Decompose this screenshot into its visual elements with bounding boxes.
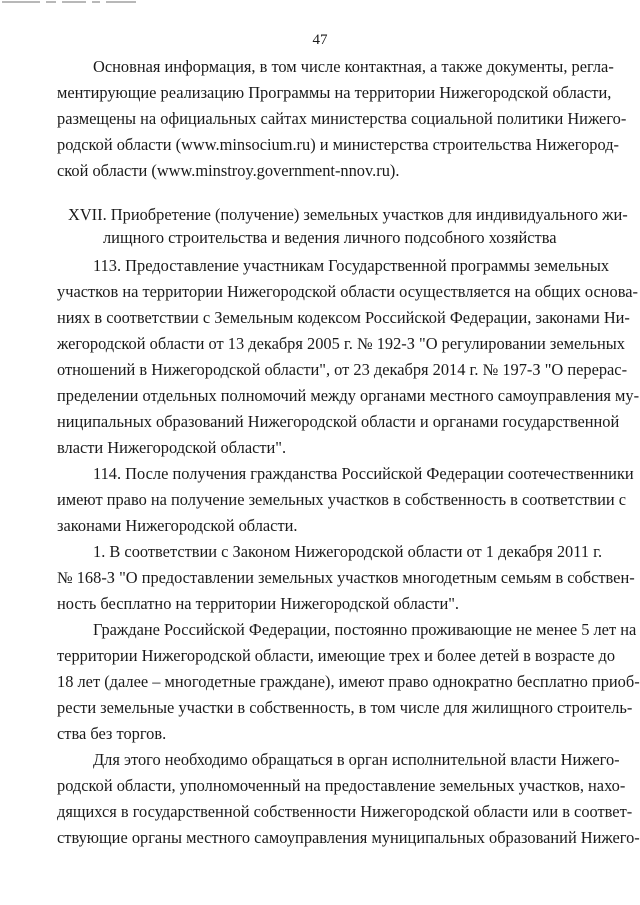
- text-line: размещены на официальных сайтах министерства социальной политики Нижего-: [57, 109, 627, 128]
- text-line: 114. После получения гражданства Российской Федерации соотечественники: [93, 464, 634, 483]
- text-line: ниципальных образований Нижегородской области и органами государственной: [57, 412, 620, 431]
- text-line: 1. В соответствии с Законом Нижегородской области от 1 декабря 2011 г.: [93, 542, 603, 561]
- text-line: Граждане Российской Федерации, постоянно проживающие не менее 5 лет на: [93, 620, 637, 639]
- text-line: 113. Предоставление участникам Государственной программы земельных: [93, 256, 610, 275]
- scan-edge-marks: [0, 0, 150, 5]
- text-line: ства без торгов.: [57, 724, 167, 743]
- text-line: родской области (www.minsocium.ru) и министерства строительства Нижегород-: [57, 135, 620, 154]
- text-line: родской области, уполномоченный на предоставление земельных участков, нахо-: [57, 776, 626, 795]
- text-line: имеют право на получение земельных участков в собственность в соответствии с: [57, 490, 626, 509]
- text-line: Для этого необходимо обращаться в орган исполнительной власти Нижего-: [93, 750, 620, 769]
- page-number: 47: [312, 32, 328, 48]
- heading-line: XVII. Приобретение (получение) земельных участков для индивидуального жи-: [68, 205, 628, 224]
- text-line: рести земельные участки в собственность, в том числе для жилищного строитель-: [57, 698, 633, 717]
- text-line: дящихся в государственной собственности Нижегородской области или в соответ-: [57, 802, 633, 821]
- text-line: территории Нижегородской области, имеющие трех и более детей в возрасте до: [57, 646, 616, 665]
- text-line: ствующие органы местного самоуправления муниципальных образований Нижего-: [57, 828, 640, 847]
- text-line: № 168-З "О предоставлении земельных участков многодетным семьям в собствен-: [57, 568, 635, 587]
- text-line: пределении отдельных полномочий между органами местного самоуправления му-: [57, 386, 640, 405]
- text-line: жегородской области от 13 декабря 2005 г. № 192-З "О регулировании земельных: [57, 334, 625, 353]
- text-line: ской области (www.minstroy.government-nnov.ru).: [57, 161, 400, 180]
- text-line: 18 лет (далее – многодетные граждане), имеют право однократно бесплатно приоб-: [57, 672, 640, 691]
- heading-line: лищного строительства и ведения личного подсобного хозяйства: [103, 228, 557, 247]
- text-line: ментирующие реализацию Программы на территории Нижегородской области,: [57, 83, 612, 102]
- text-line: ность бесплатно на территории Нижегородской области".: [57, 594, 460, 613]
- text-line: власти Нижегородской области".: [57, 438, 287, 457]
- text-line: ниях в соответствии с Земельным кодексом Российской Федерации, законами Ни-: [57, 308, 630, 327]
- text-line: отношений в Нижегородской области", от 23 декабря 2014 г. № 197-З "О перерас-: [57, 360, 628, 379]
- text-line: законами Нижегородской области.: [57, 516, 298, 535]
- text-line: участков на территории Нижегородской области осуществляется на общих основа-: [57, 282, 639, 301]
- text-line: Основная информация, в том числе контактная, а также документы, регла-: [93, 57, 614, 76]
